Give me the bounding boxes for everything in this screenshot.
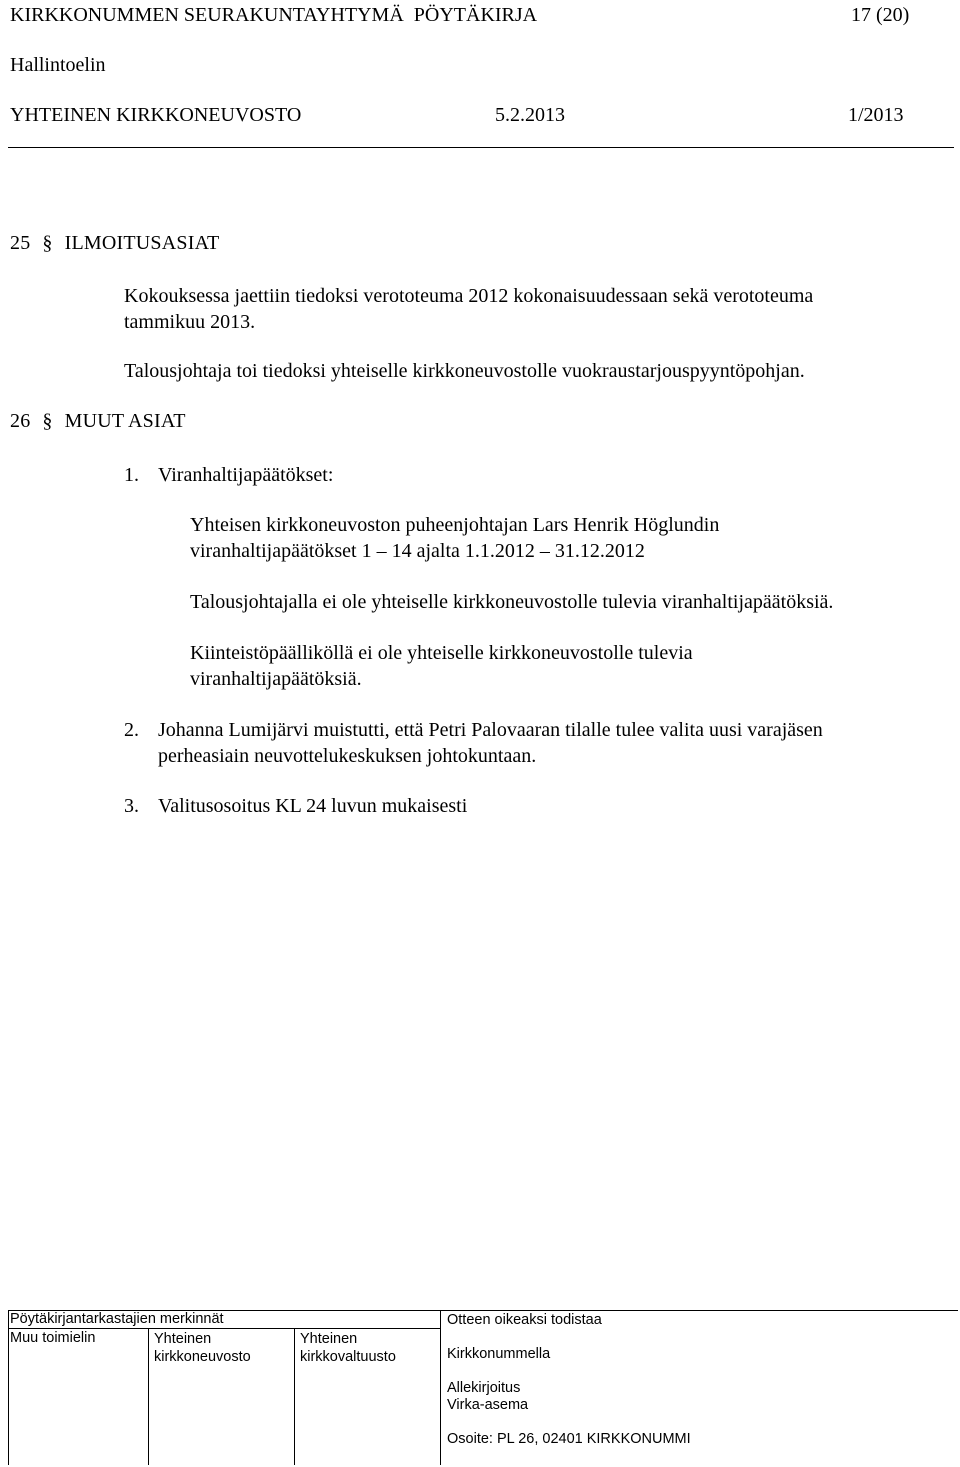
section-mark: § bbox=[42, 232, 53, 254]
header-rule bbox=[8, 147, 954, 148]
footer-left-border bbox=[8, 1310, 9, 1465]
paragraph-line: perheasiain neuvottelukeskuksen johtokuntaan. bbox=[158, 745, 537, 767]
paragraph bbox=[124, 358, 805, 384]
page-number: 17 (20) bbox=[851, 4, 910, 26]
signature-label: Allekirjoitus bbox=[447, 1380, 521, 1396]
footer-col-line: kirkkovaltuusto bbox=[300, 1349, 396, 1365]
section-heading bbox=[10, 232, 219, 255]
paragraph bbox=[190, 512, 719, 564]
paragraph-line: Talousjohtajalla ei ole yhteiselle kirkkoneuvostolle tulevia viranhaltijapäätöksiä. bbox=[190, 591, 834, 613]
address: Osoite: PL 26, 02401 KIRKKONUMMI bbox=[447, 1431, 691, 1447]
list-item-number: 2. bbox=[124, 719, 139, 741]
section-number: 25 bbox=[10, 232, 31, 254]
body-name: YHTEINEN KIRKKONEUVOSTO bbox=[10, 104, 302, 126]
list-item-number: 1. bbox=[124, 464, 139, 486]
section-heading bbox=[10, 410, 186, 433]
footer-col-other-body: Muu toimielin bbox=[10, 1330, 96, 1346]
footer-col-assembly bbox=[300, 1330, 396, 1366]
footer-subheading-rule bbox=[8, 1328, 440, 1329]
section-mark: § bbox=[42, 410, 53, 432]
place: Kirkkonummella bbox=[447, 1346, 551, 1362]
reviewers-heading: Pöytäkirjantarkastajien merkinnät bbox=[10, 1311, 224, 1327]
paragraph-line: viranhaltijapäätökset 1 – 14 ajalta 1.1.2012 – 31.12.2012 bbox=[190, 540, 645, 562]
certify-heading: Otteen oikeaksi todistaa bbox=[447, 1312, 602, 1328]
paragraph-line: Yhteisen kirkkoneuvoston puheenjohtajan Lars Henrik Höglundin bbox=[190, 514, 720, 536]
paragraph-line: tammikuu 2013. bbox=[124, 311, 256, 333]
footer-col-divider bbox=[148, 1328, 149, 1465]
list-item-text bbox=[158, 793, 467, 819]
section-number: 26 bbox=[10, 410, 31, 432]
paragraph-line: Kokouksessa jaettiin tiedoksi verototeuma 2012 kokonaisuudessaan sekä verototeuma bbox=[124, 285, 814, 307]
meeting-number: 1/2013 bbox=[848, 104, 904, 126]
paragraph-line: Valitusosoitus KL 24 luvun mukaisesti bbox=[158, 795, 468, 817]
department-label: Hallintoelin bbox=[10, 54, 106, 76]
footer-divider bbox=[440, 1310, 441, 1465]
footer-col-council bbox=[154, 1330, 251, 1366]
paragraph-line: Johanna Lumijärvi muistutti, että Petri Palovaaran tilalle tulee valita uusi varajäsen bbox=[158, 719, 823, 741]
paragraph bbox=[190, 589, 833, 615]
meeting-date: 5.2.2013 bbox=[495, 104, 565, 126]
paragraph bbox=[124, 283, 813, 335]
footer-col-divider bbox=[294, 1328, 295, 1465]
list-item-text: Viranhaltijapäätökset: bbox=[158, 464, 334, 486]
paragraph-line: viranhaltijapäätöksiä. bbox=[190, 668, 362, 690]
section-title: ILMOITUSASIAT bbox=[64, 232, 220, 254]
paragraph bbox=[190, 640, 693, 692]
paragraph-line: Talousjohtaja toi tiedoksi yhteiselle kirkkoneuvostolle vuokraustarjouspyyntöpohjan. bbox=[124, 360, 805, 382]
document-title: KIRKKONUMMEN SEURAKUNTAYHTYMÄ PÖYTÄKIRJA bbox=[10, 4, 538, 26]
footer-col-line: Yhteinen bbox=[300, 1331, 358, 1347]
list-item-number: 3. bbox=[124, 795, 139, 817]
paragraph-line: Kiinteistöpäälliköllä ei ole yhteiselle kirkkoneuvostolle tulevia bbox=[190, 642, 693, 664]
list-item-text bbox=[158, 717, 823, 769]
position-label: Virka-asema bbox=[447, 1397, 529, 1413]
section-title: MUUT ASIAT bbox=[64, 410, 186, 432]
footer-col-line: Yhteinen bbox=[154, 1331, 212, 1347]
footer-col-line: kirkkoneuvosto bbox=[154, 1349, 251, 1365]
